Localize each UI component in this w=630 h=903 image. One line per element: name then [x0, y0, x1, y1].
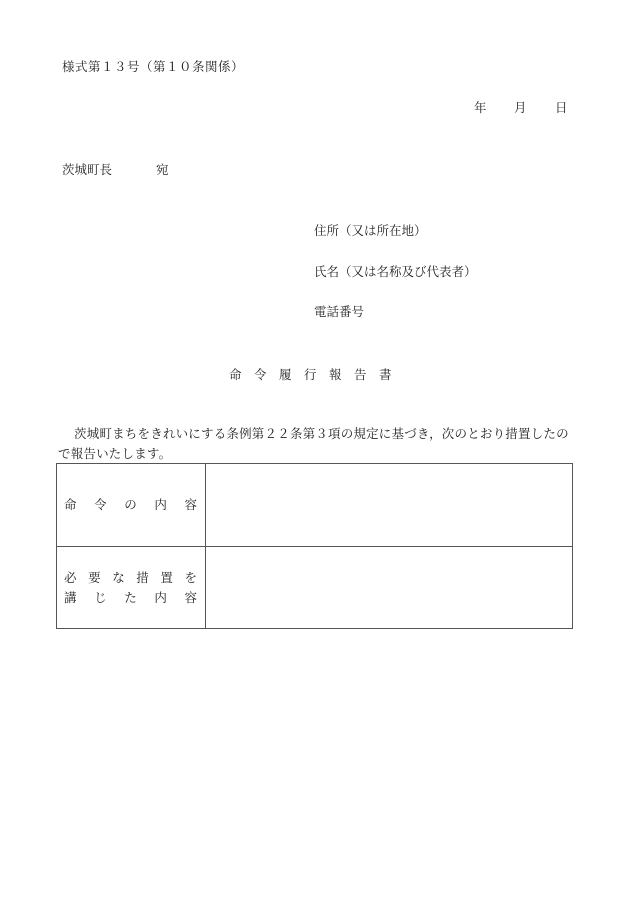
label-char: 内 — [154, 497, 167, 512]
addressee — [62, 160, 169, 178]
document-title — [229, 365, 404, 383]
title-char: 令 — [254, 367, 267, 382]
title-char: 書 — [379, 367, 392, 382]
label-char: 内 — [154, 589, 167, 605]
report-table — [56, 463, 573, 629]
label-char: 必 — [64, 569, 77, 585]
label-char: な — [112, 569, 125, 585]
label-char: 容 — [184, 497, 197, 512]
label-char: 令 — [94, 497, 107, 512]
reporter-address-label: 住所（又は所在地） — [314, 223, 427, 238]
order-content-label — [57, 495, 205, 515]
reporter-phone-label: 電話番号 — [314, 304, 365, 319]
form-number: 様式第１３号（第１０条関係） — [62, 59, 245, 74]
date-day-label: 日 — [555, 100, 568, 115]
label-char: 要 — [88, 569, 101, 585]
date-year-label: 年 — [474, 100, 487, 115]
body-paragraph — [58, 424, 578, 464]
label-char: 置 — [160, 569, 173, 585]
reporter-name-label: 氏名（又は名称及び代表者） — [314, 264, 477, 279]
order-content-label-cell — [57, 464, 206, 547]
addressee-recipient: 茨城町長 — [62, 162, 113, 177]
title-char: 命 — [229, 367, 242, 382]
date-month-label: 月 — [514, 100, 527, 115]
label-char: 命 — [64, 497, 77, 512]
label-char: 容 — [184, 589, 197, 605]
measures-taken-label — [57, 568, 205, 608]
title-char: 告 — [354, 367, 367, 382]
label-char: を — [184, 569, 197, 585]
order-content-field[interactable] — [206, 464, 573, 547]
label-char: じ — [94, 589, 107, 605]
body-text: 茨城町まちをきれいにする条例第２２条第３項の規定に基づき，次のとおり措置したので報告いたします。 — [58, 426, 569, 461]
table-row — [57, 464, 573, 547]
measures-taken-field[interactable] — [206, 547, 573, 629]
title-char: 報 — [329, 367, 342, 382]
addressee-honorific: 宛 — [156, 162, 169, 177]
label-char: の — [124, 497, 137, 512]
label-char: 講 — [64, 589, 77, 605]
measures-taken-label-cell — [57, 547, 206, 629]
title-char: 履 — [279, 367, 292, 382]
label-char: た — [124, 589, 137, 605]
label-char: 措 — [136, 569, 149, 585]
table-row — [57, 547, 573, 629]
title-char: 行 — [304, 367, 317, 382]
